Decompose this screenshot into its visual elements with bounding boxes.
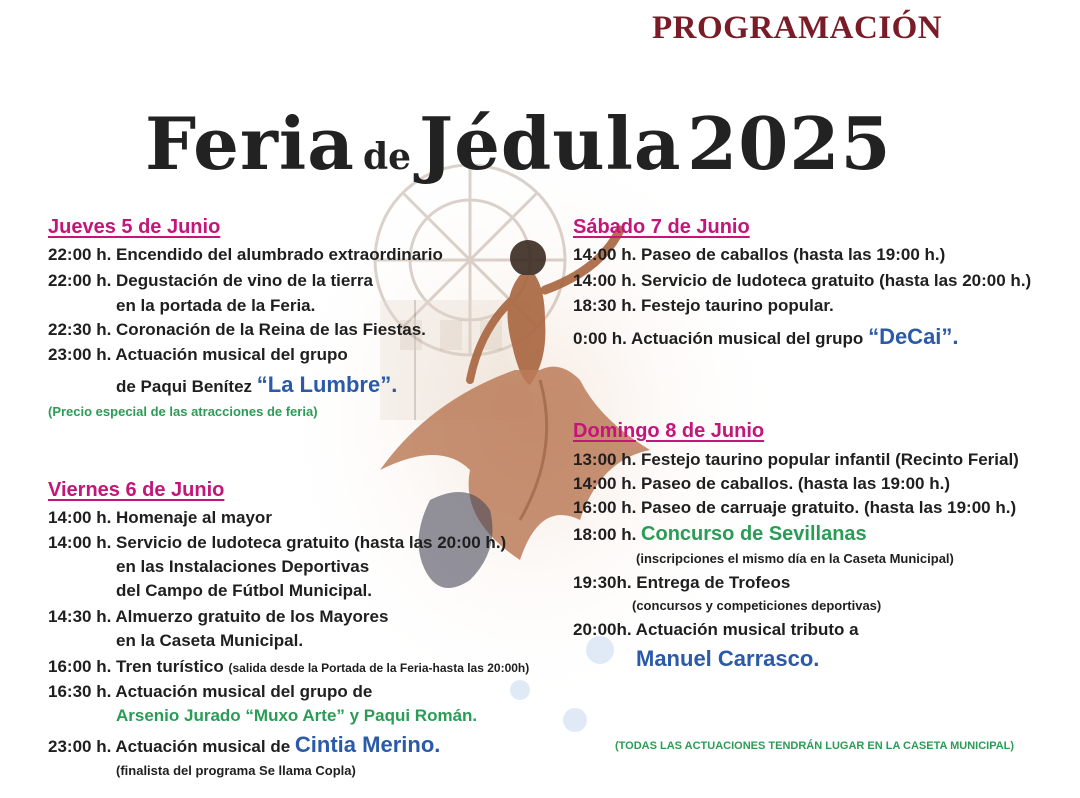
event-note: (finalista del programa Se llama Copla) [116,763,356,778]
event-line: 23:00 h. Actuación musical del grupo [48,345,348,364]
event-line: 22:00 h. Encendido del alumbrado extraordinario [48,245,443,264]
program-header: PROGRAMACIÓN [652,10,943,46]
event-text: 23:00 h. Actuación musical de [48,737,291,756]
event-line: 20:00h. Actuación musical tributo a [573,620,859,639]
event-line: 14:00 h. Homenaje al mayor [48,508,272,527]
event-small-note: (salida desde la Portada de la Feria-hasta las 20:00h) [228,661,530,675]
day-title-sunday: Domingo 8 de Junio [573,420,765,442]
performer-name: Cintia Merino. [294,732,441,757]
event-note: (inscripciones el mismo día en la Caseta Municipal) [636,551,954,566]
event-line: del Campo de Fútbol Municipal. [116,581,372,600]
event-note: (concursos y competiciones deportivas) [632,598,882,613]
event-line [116,372,397,398]
title-year: 2025 [687,101,892,186]
event-line: Arsenio Jurado “Muxo Arte” y Paqui Román. [116,706,478,725]
day-title-saturday: Sábado 7 de Junio [573,216,750,238]
title-word-de: de [362,136,412,178]
event-text: 18:00 h. [573,525,637,544]
event-line: 14:00 h. Paseo de caballos. (hasta las 19:00 h.) [573,474,951,493]
event-line: 18:30 h. Festejo taurino popular. [573,296,834,315]
event-line: 14:00 h. Servicio de ludoteca gratuito (hasta las 20:00 h.) [573,271,1032,290]
event-line: 14:30 h. Almuerzo gratuito de los Mayores [48,607,389,626]
event-line: 14:00 h. Paseo de caballos (hasta las 19:00 h.) [573,245,946,264]
event-line: 19:30h. Entrega de Trofeos [573,573,791,592]
performer-name: “La Lumbre”. [256,372,398,397]
event-text: 0:00 h. Actuación musical del grupo [573,329,864,348]
event-line: 14:00 h. Servicio de ludoteca gratuito (hasta las 20:00 h.) [48,533,507,552]
performer-name: “DeCai”. [868,324,959,349]
event-line: 16:00 h. Paseo de carruaje gratuito. (hasta las 19:00 h.) [573,498,1017,517]
poster-title [145,101,892,186]
event-line [48,657,529,677]
event-text: 16:00 h. Tren turístico [48,657,224,676]
event-line: en las Instalaciones Deportivas [116,557,370,576]
title-word-jedula: Jédula [419,101,682,186]
footer-note: (TODAS LAS ACTUACIONES TENDRÁN LUGAR EN LA CASETA MUNICIPAL) [615,740,1015,752]
event-line: en la portada de la Feria. [116,296,316,315]
contest-name: Concurso de Sevillanas [641,523,867,545]
day-title-thursday: Jueves 5 de Junio [48,216,221,238]
event-line: 16:30 h. Actuación musical del grupo de [48,682,373,701]
day-title-friday: Viernes 6 de Junio [48,479,225,501]
event-text: de Paqui Benítez [116,377,253,396]
event-line: 22:30 h. Coronación de la Reina de las Fiestas. [48,320,426,339]
event-line [573,523,867,546]
event-line [48,732,440,758]
event-line [573,324,959,350]
event-line: 22:00 h. Degustación de vino de la tierra [48,271,373,290]
performer-name: Manuel Carrasco. [636,646,820,671]
event-note: (Precio especial de las atracciones de feria) [48,404,318,419]
event-line: en la Caseta Municipal. [116,631,304,650]
title-word-feria: Feria [145,101,355,186]
event-line: 13:00 h. Festejo taurino popular infantil (Recinto Ferial) [573,450,1019,469]
